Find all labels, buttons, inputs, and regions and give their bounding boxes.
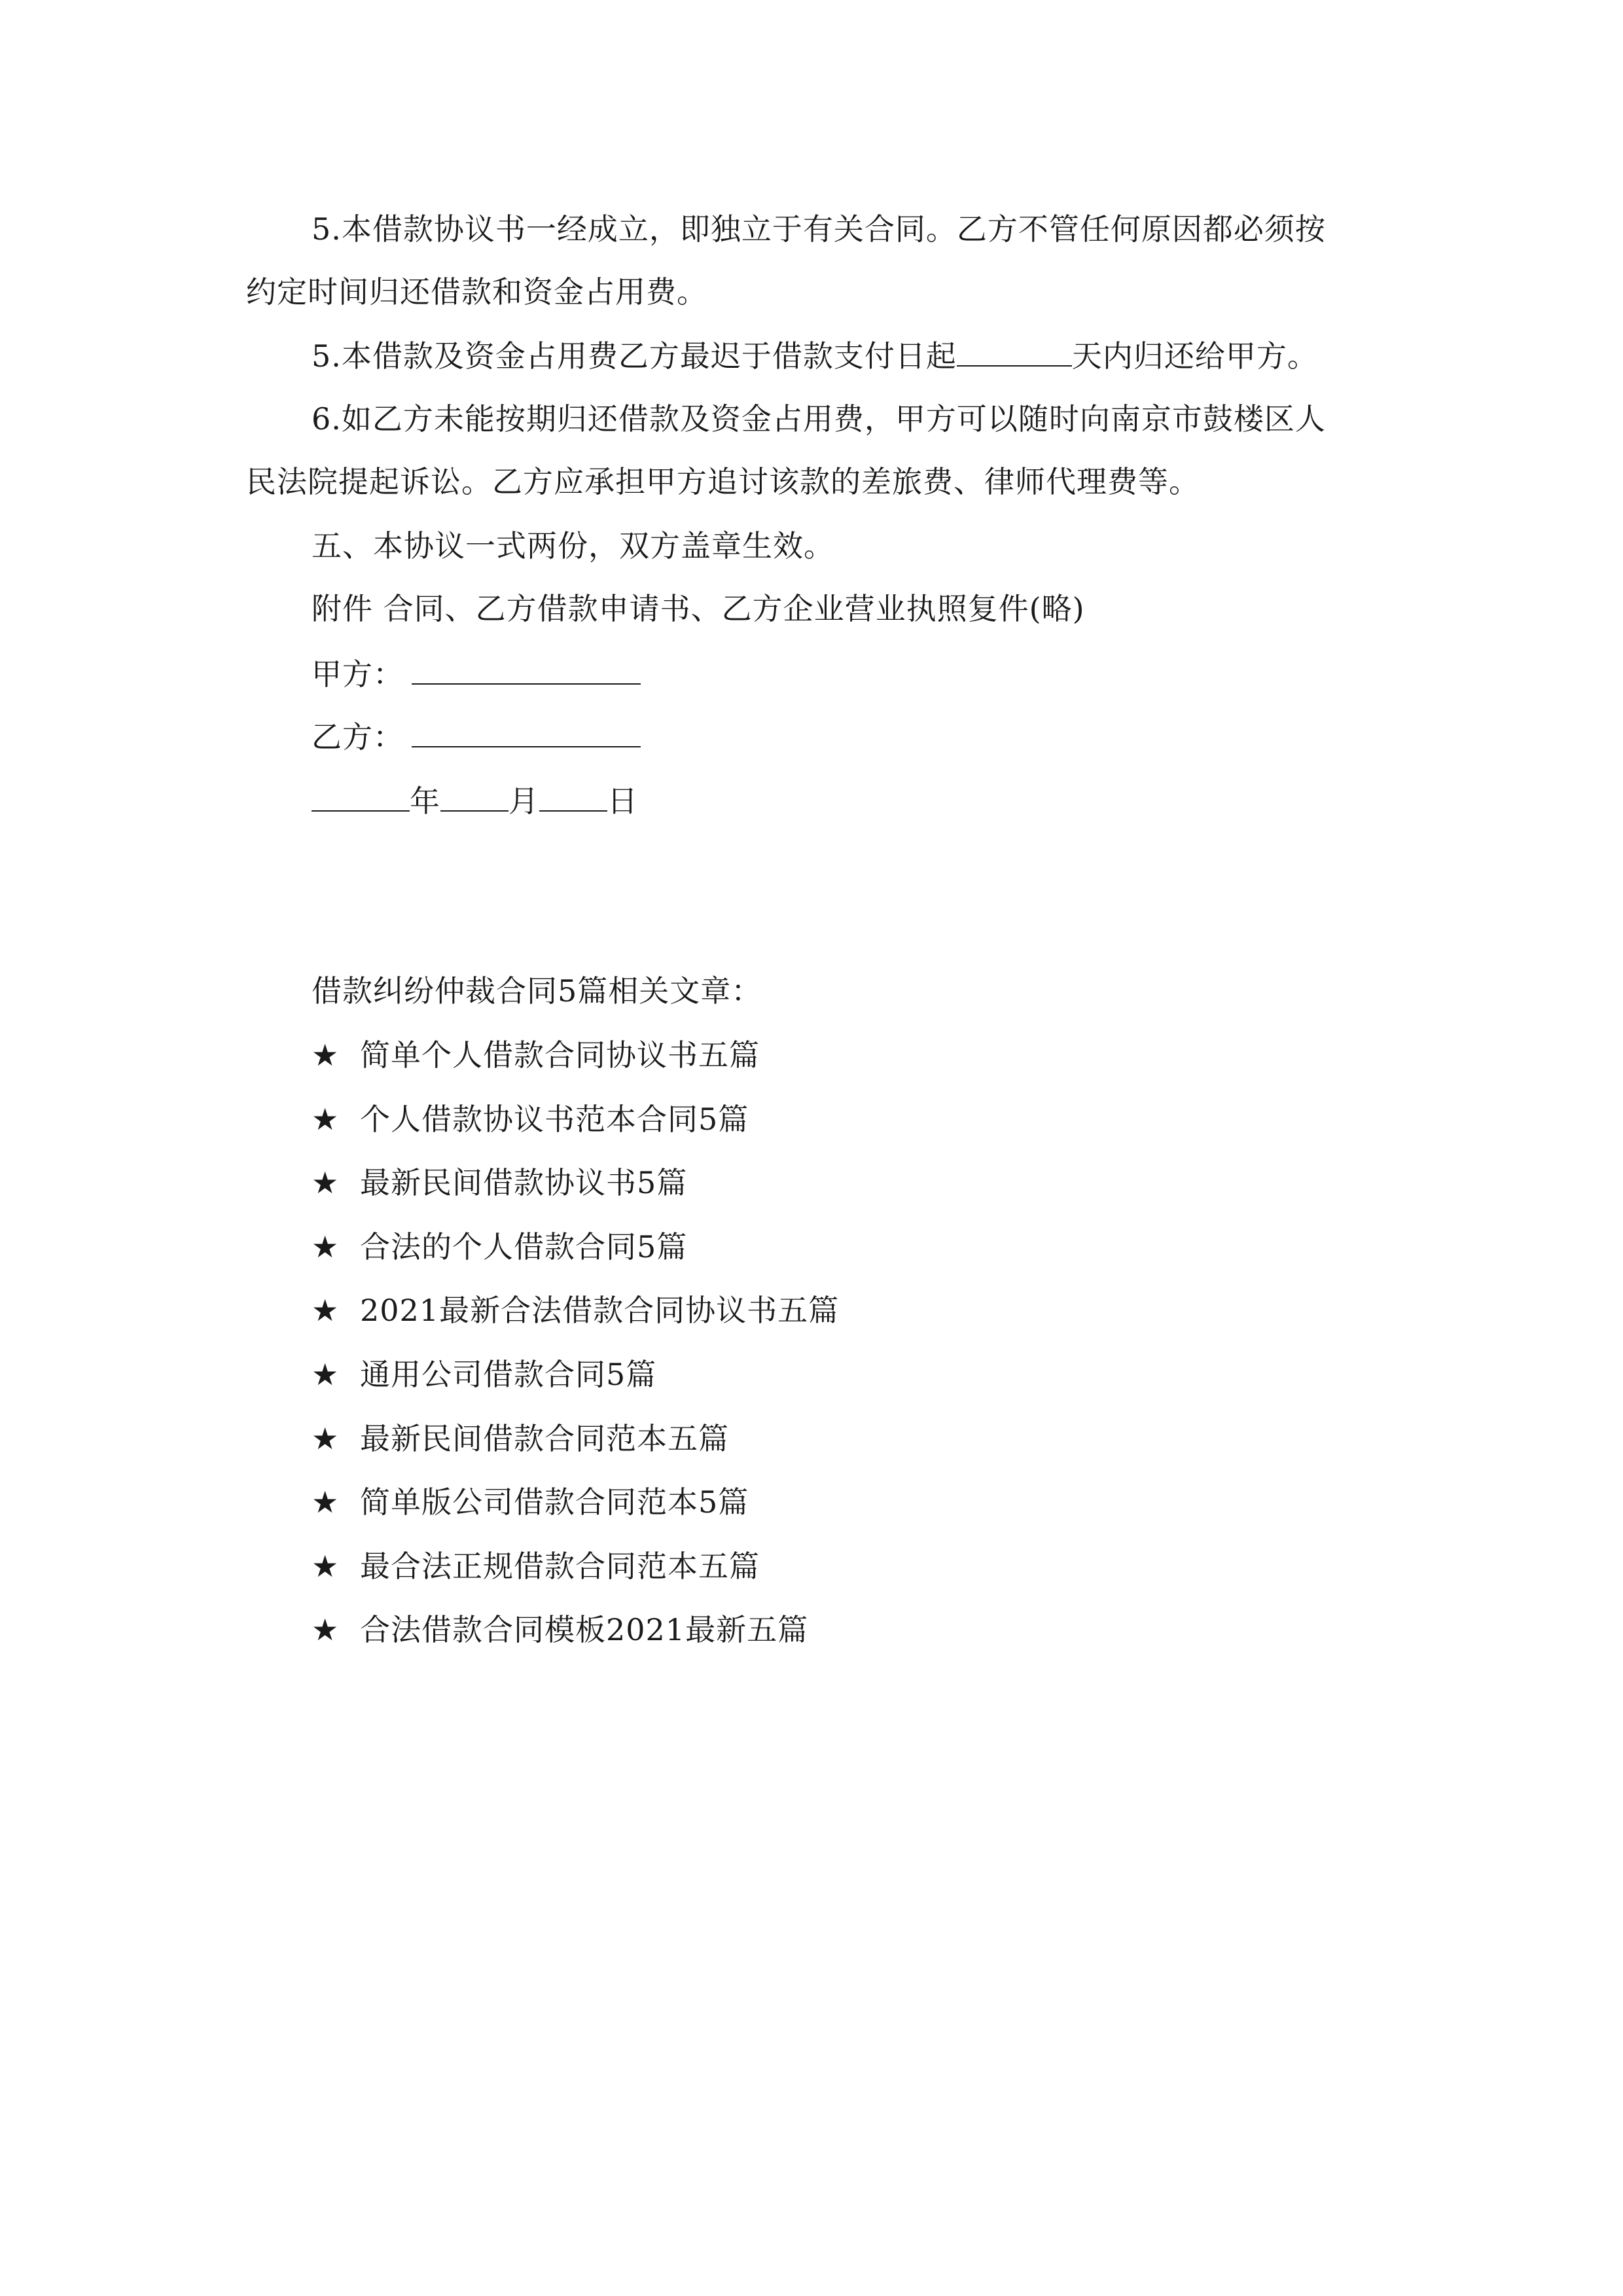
related-article-title[interactable]: 最合法正规借款合同范本五篇 <box>360 1549 760 1584</box>
party-a-line <box>312 653 641 694</box>
date-year-label: 年 <box>410 783 440 819</box>
date-day-label: 日 <box>607 783 638 819</box>
related-article-title[interactable]: 合法借款合同模板2021最新五篇 <box>360 1612 809 1647</box>
related-article-title[interactable]: 最新民间借款协议书5篇 <box>360 1165 688 1200</box>
related-article-item[interactable] <box>312 1355 656 1394</box>
party-b-blank <box>412 716 641 747</box>
clause-6-line-1: 6.如乙方未能按期归还借款及资金占用费，甲方可以随时向南京市鼓楼区人 <box>312 401 1326 437</box>
related-article-title[interactable]: 简单个人借款合同协议书五篇 <box>360 1037 760 1073</box>
party-a-blank <box>412 653 641 685</box>
year-blank <box>312 780 410 812</box>
star-icon: ★ <box>312 1484 340 1520</box>
date-month-label: 月 <box>508 783 539 819</box>
star-icon: ★ <box>312 1421 340 1456</box>
star-icon: ★ <box>312 1549 340 1584</box>
related-article-item[interactable] <box>312 1227 687 1266</box>
related-article-item[interactable] <box>312 1482 749 1522</box>
star-icon: ★ <box>312 1357 340 1392</box>
party-a-label: 甲方： <box>312 656 404 692</box>
clause-5-line-2: 约定时间归还借款和资金占用费。 <box>246 274 707 310</box>
related-article-item[interactable] <box>312 1163 687 1202</box>
related-article-item[interactable] <box>312 1419 729 1458</box>
star-icon: ★ <box>312 1293 340 1328</box>
clause-five: 五、本协议一式两份，双方盖章生效。 <box>312 528 834 564</box>
party-b-line <box>312 716 641 757</box>
related-article-item[interactable] <box>312 1100 749 1139</box>
star-icon: ★ <box>312 1165 340 1200</box>
clause-5b-text-after: 天内归还给甲方。 <box>1071 338 1318 374</box>
related-heading: 借款纠纷仲裁合同5篇相关文章： <box>312 973 762 1009</box>
star-icon: ★ <box>312 1037 340 1073</box>
clause-5b-text-before: 5.本借款及资金占用费乙方最迟于借款支付日起 <box>312 338 957 374</box>
related-article-title[interactable]: 简单版公司借款合同范本5篇 <box>360 1484 749 1520</box>
related-article-title[interactable]: 个人借款协议书范本合同5篇 <box>360 1102 749 1137</box>
related-article-item[interactable] <box>312 1291 839 1330</box>
month-blank <box>440 780 508 812</box>
clause-5-line-1: 5.本借款协议书一经成立，即独立于有关合同。乙方不管任何原因都必须按 <box>312 211 1326 247</box>
party-b-label: 乙方： <box>312 719 404 755</box>
related-article-item[interactable] <box>312 1035 760 1075</box>
star-icon: ★ <box>312 1612 340 1647</box>
date-line <box>312 780 638 821</box>
day-blank <box>539 780 607 812</box>
related-article-title[interactable]: 2021最新合法借款合同协议书五篇 <box>360 1293 840 1328</box>
related-article-item[interactable] <box>312 1547 760 1586</box>
star-icon: ★ <box>312 1229 340 1265</box>
related-article-item[interactable] <box>312 1610 808 1649</box>
clause-6-line-2: 民法院提起诉讼。乙方应承担甲方追讨该款的差旅费、律师代理费等。 <box>246 464 1200 499</box>
related-article-title[interactable]: 合法的个人借款合同5篇 <box>360 1229 688 1265</box>
clause-5b <box>312 335 1318 376</box>
related-article-title[interactable]: 最新民间借款合同范本五篇 <box>360 1421 729 1456</box>
star-icon: ★ <box>312 1102 340 1137</box>
attachment-line: 附件 合同、乙方借款申请书、乙方企业营业执照复件(略) <box>312 591 1085 626</box>
days-blank <box>957 335 1072 367</box>
related-article-title[interactable]: 通用公司借款合同5篇 <box>360 1357 657 1392</box>
